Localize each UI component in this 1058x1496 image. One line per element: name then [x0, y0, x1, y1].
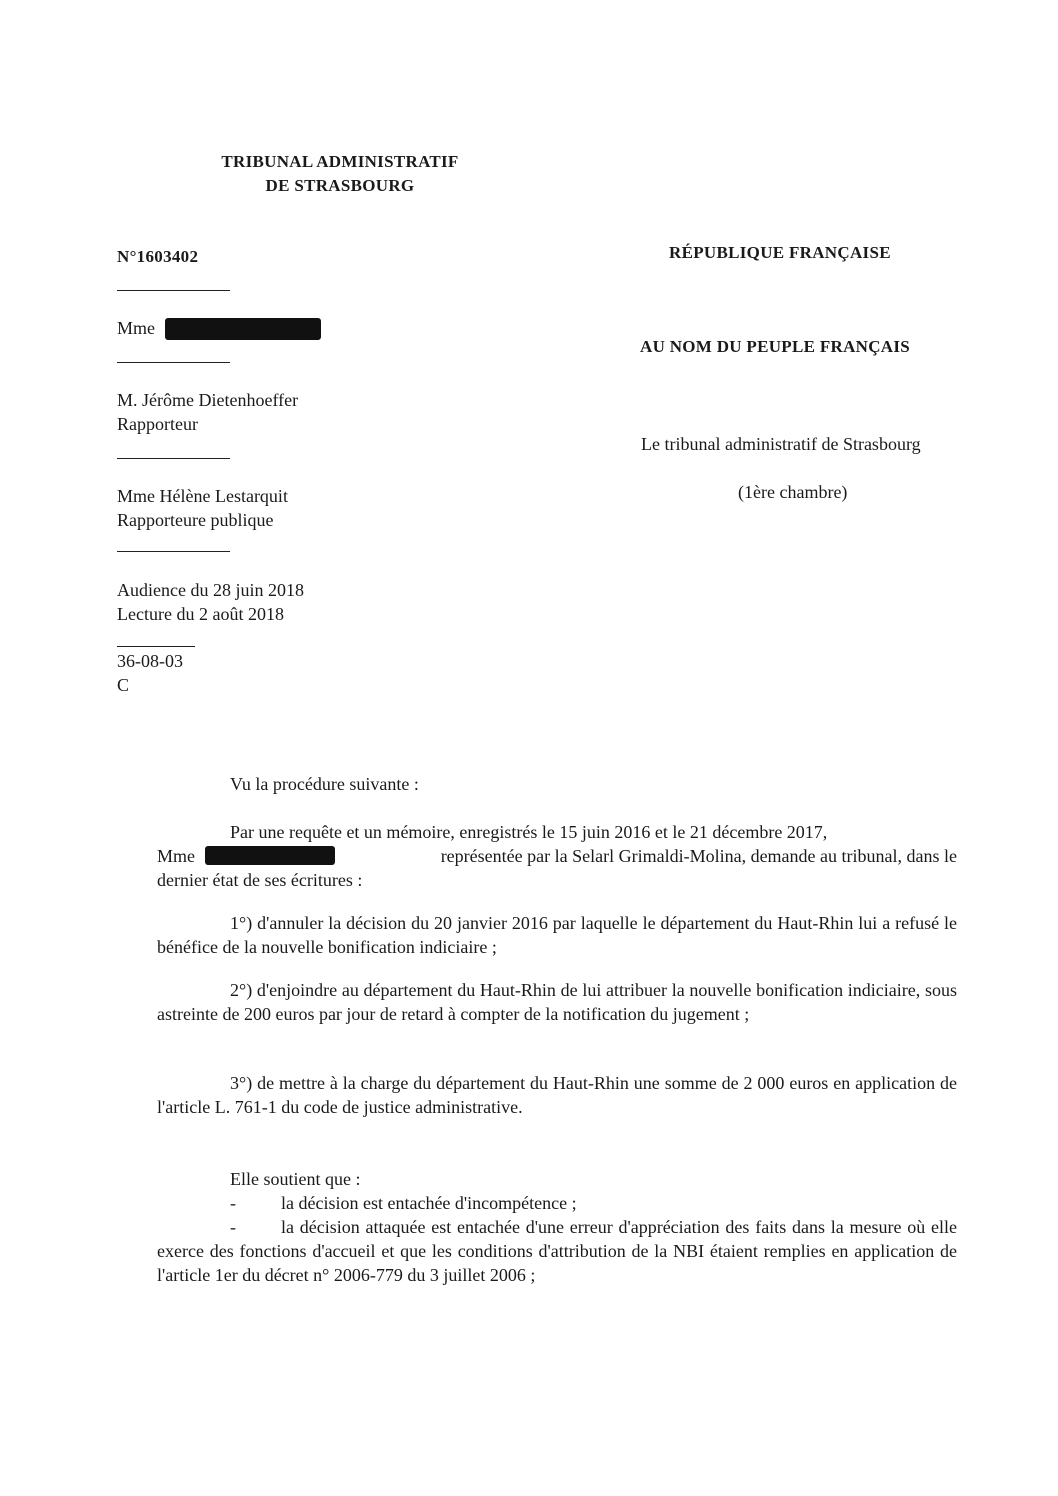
public-rapporteur-name: Mme Hélène Lestarquit	[117, 486, 288, 506]
request-mme: Mme	[157, 846, 195, 866]
divider	[117, 646, 195, 647]
divider	[117, 362, 230, 363]
hearing-date: Audience du 28 juin 2018	[117, 580, 304, 600]
request-line3: dernier état de ses écritures :	[157, 870, 363, 890]
argument-list	[157, 1191, 957, 1287]
reading-date: Lecture du 2 août 2018	[117, 604, 284, 624]
bullet-dash: -	[230, 1217, 236, 1237]
rapporteur-name: M. Jérôme Dietenhoeffer	[117, 390, 299, 410]
court-name	[160, 150, 520, 198]
tribunal-line: Le tribunal administratif de Strasbourg	[641, 434, 921, 454]
request-item-3: 3°) de mettre à la charge du département du Haut-Rhin une somme de 2 000 euros en application de l'article L. 761-1 du code de justice administrative.	[157, 1073, 957, 1117]
divider	[117, 551, 230, 552]
classification-code: 36-08-03	[117, 651, 183, 671]
argument-text: la décision attaquée est entachée d'une erreur d'appréciation des faits dans la mesure où elle exerce des fonctions d'accueil et que les conditions d'attribution de la NBI étaient remplies en application de l'article 1er du décret n° 2006-779 du 3 juillet 2006 ;	[157, 1217, 957, 1285]
divider	[117, 458, 230, 459]
procedure-intro: Vu la procédure suivante :	[230, 774, 419, 794]
request-representation: représentée par la Selarl Grimaldi-Molina, demande au tribunal, dans le	[440, 846, 957, 866]
rapporteur-role: Rapporteur	[117, 414, 198, 434]
court-name-line2: DE STRASBOURG	[265, 176, 415, 195]
case-number: N°1603402	[117, 247, 199, 266]
request-item-2: 2°) d'enjoindre au département du Haut-Rhin de lui attribuer la nouvelle bonification indiciaire, sous astreinte de 200 euros par jour de retard à compter de la notification du jugement ;	[157, 980, 957, 1024]
divider	[117, 290, 230, 291]
chamber-line: (1ère chambre)	[738, 482, 848, 502]
argument-item	[157, 1191, 957, 1215]
publication-letter: C	[117, 675, 130, 695]
request-item-1: 1°) d'annuler la décision du 20 janvier 2016 par laquelle le département du Haut-Rhin lui a refusé le bénéfice de la nouvelle bonification indiciaire ;	[157, 913, 957, 957]
bullet-dash: -	[230, 1193, 236, 1213]
hearing-block	[117, 578, 304, 626]
court-name-line1: TRIBUNAL ADMINISTRATIF	[221, 152, 459, 171]
party-name	[117, 316, 155, 340]
argues-intro: Elle soutient que :	[230, 1169, 361, 1189]
public-rapporteur-block	[117, 484, 288, 532]
public-rapporteur-role: Rapporteure publique	[117, 510, 274, 530]
party-prefix: Mme	[117, 318, 155, 338]
classification-block	[117, 649, 183, 697]
redaction-block	[205, 846, 335, 865]
request-line1: Par une requête et un mémoire, enregistrés le 15 juin 2016 et le 21 décembre 2017,	[230, 822, 828, 842]
republic-heading: RÉPUBLIQUE FRANÇAISE	[669, 243, 891, 262]
argument-text: la décision est entachée d'incompétence ;	[281, 1193, 577, 1213]
argument-item	[157, 1215, 957, 1287]
in-the-name-heading: AU NOM DU PEUPLE FRANÇAIS	[640, 337, 911, 356]
redaction-block	[165, 318, 321, 340]
rapporteur-block	[117, 388, 298, 436]
